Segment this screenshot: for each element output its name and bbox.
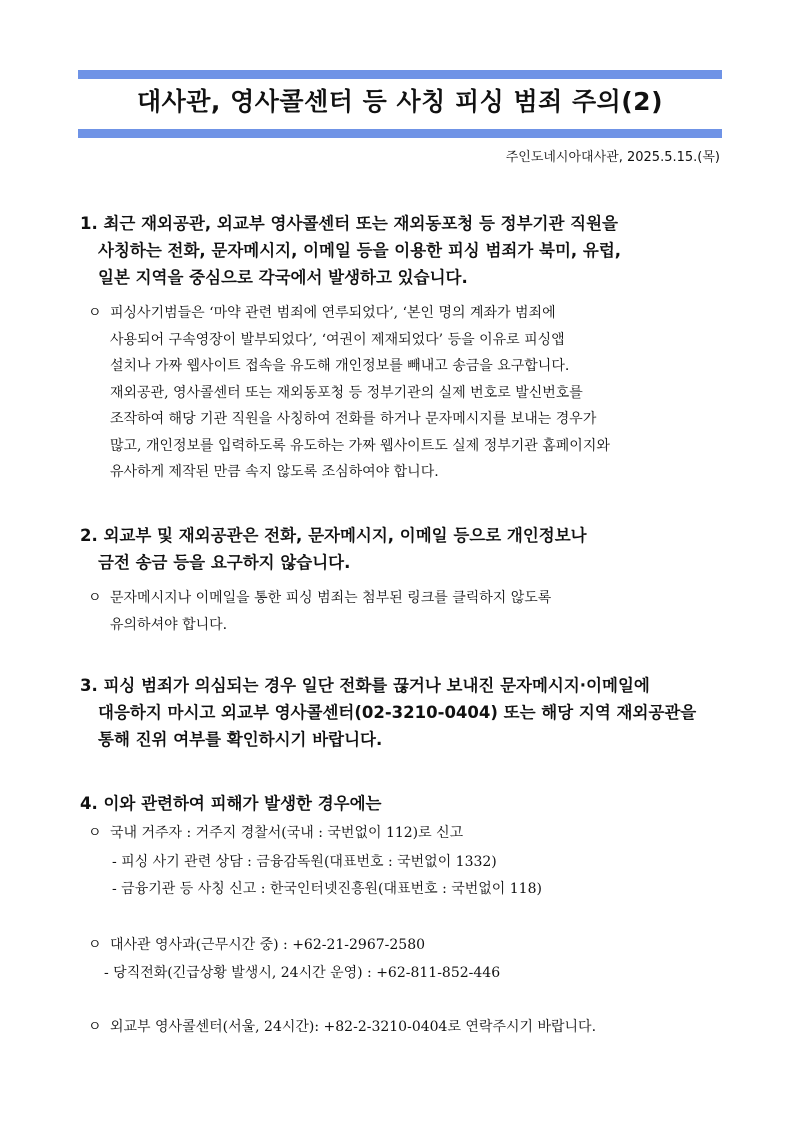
contact-domestic [88,822,463,842]
bullet-line: 많고, 개인정보를 입력하도록 유도하는 가짜 웹사이트도 실제 정부기관 홈페이지와 [110,437,610,454]
heading-line: 2. 외교부 및 재외공관은 전화, 문자메시지, 이메일 등으로 개인정보나 [80,526,587,545]
section-2-bullet [88,585,738,638]
bullet-line: 사용되어 구속영장이 발부되었다’, ‘여권이 제재되었다’ 등을 이유로 피싱앱 [110,331,565,348]
contact-call-center [88,1016,596,1036]
contact-domestic-sub1: - 피싱 사기 관련 상담 : 금융감독원(대표번호 : 국번없이 1332) [112,854,497,870]
heading-line: 3. 피싱 범죄가 의심되는 경우 일단 전화를 끊거나 보내진 문자메시지·이메일에 [80,676,650,695]
bullet-mark: ㅇ [88,590,102,606]
contact-text: 외교부 영사콜센터(서울, 24시간): +82-2-3210-0404로 연락주시기 바랍니다. [110,1019,597,1035]
bullet-line: 조작하여 해당 기관 직원을 사칭하여 전화를 하거나 문자메시지를 보내는 경우가 [110,411,597,427]
heading-line: 일본 지역을 중심으로 각국에서 발생하고 있습니다. [98,268,468,287]
bullet-line: 문자메시지나 이메일을 통한 피싱 범죄는 첨부된 링크를 클릭하지 않도록 [110,590,552,606]
section-1-bullet [88,300,738,486]
title-rule-top [78,70,722,79]
heading-line: 4. 이와 관련하여 피해가 발생한 경우에는 [80,794,382,813]
bullet-line: 유사하게 제작된 만큼 속지 않도록 조심하여야 합니다. [110,464,439,480]
title-rule-bottom [78,129,722,138]
heading-line: 사칭하는 전화, 문자메시지, 이메일 등을 이용한 피싱 범죄가 북미, 유럽, [98,241,622,260]
heading-line: 통해 진위 여부를 확인하시기 바랍니다. [98,730,383,749]
contact-text: 대사관 영사과(근무시간 중) : +62-21-2967-2580 [110,937,426,953]
section-3-heading [80,672,730,753]
bullet-mark: ㅇ [88,937,102,953]
contact-embassy-sub: - 당직전화(긴급상황 발생시, 24시간 운영) : +62-811-852-446 [104,965,501,981]
contact-domestic-sub2: - 금융기관 등 사칭 신고 : 한국인터넷진흥원(대표번호 : 국번없이 118) [112,881,542,897]
bullet-line: 재외공관, 영사콜센터 또는 재외동포청 등 정부기관의 실제 번호로 발신번호를 [110,384,583,401]
contact-text: 국내 거주자 : 거주지 경찰서(국내 : 국번없이 112)로 신고 [110,825,464,841]
section-4-heading [80,790,730,817]
bullet-line: 피싱사기범들은 ‘마약 관련 범죄에 연루되었다’, ‘본인 명의 계좌가 범죄에 [110,305,556,321]
bullet-mark: ㅇ [88,1019,102,1035]
bullet-mark: ㅇ [88,305,102,321]
section-1-heading [80,210,730,291]
heading-line: 1. 최근 재외공관, 외교부 영사콜센터 또는 재외동포청 등 정부기관 직원을 [80,214,618,233]
contact-embassy [88,934,425,954]
page-title: 대사관, 영사콜센터 등 사칭 피싱 범죄 주의(2) [136,87,664,116]
bullet-mark: ㅇ [88,825,102,841]
section-2-heading [80,522,730,576]
dateline: 주인도네시아대사관, 2025.5.15.(목) [505,150,720,165]
bullet-line: 설치나 가짜 웹사이트 접속을 유도해 개인정보를 빼내고 송금을 요구합니다. [110,358,570,374]
heading-line: 금전 송금 등을 요구하지 않습니다. [98,553,351,572]
bullet-line: 유의하셔야 합니다. [110,616,228,633]
heading-line: 대응하지 마시고 외교부 영사콜센터(02-3210-0404) 또는 해당 지역 재외공관을 [98,703,697,722]
